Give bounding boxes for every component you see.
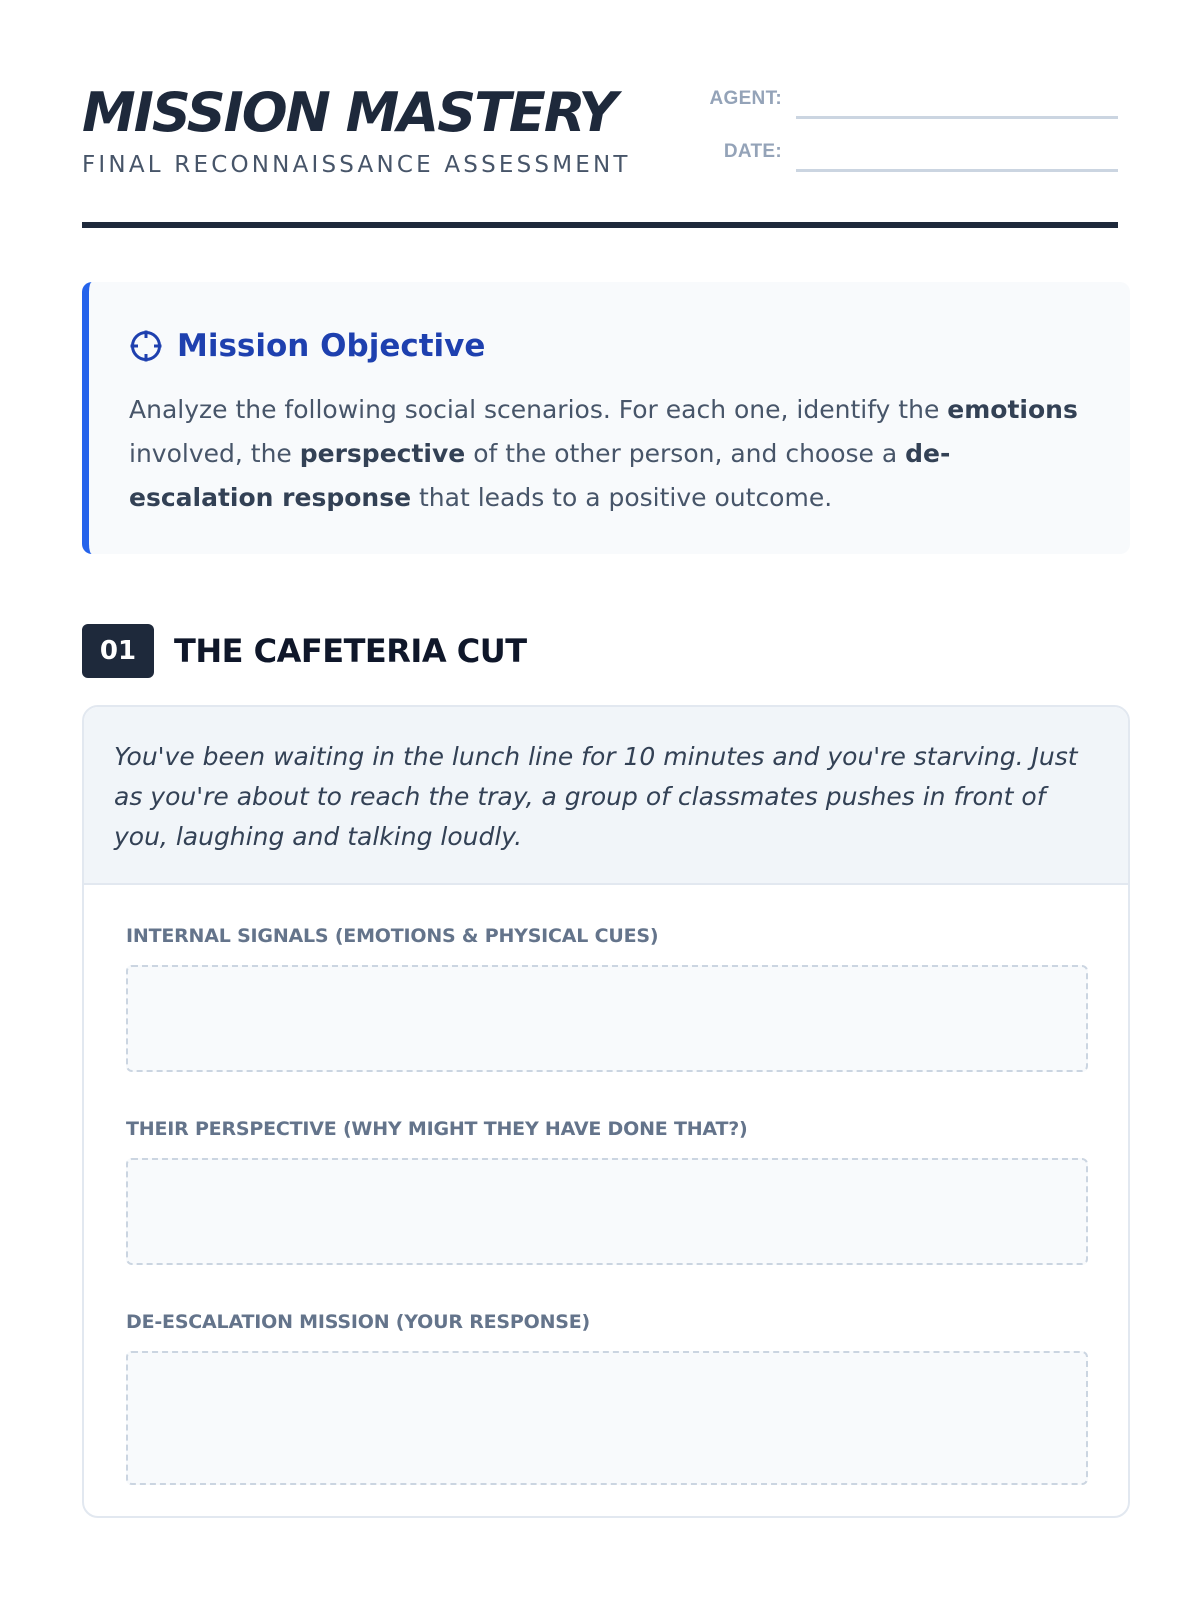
scenario-questions [84,885,1128,1485]
header [82,0,1118,228]
question-label-de-escalation: DE-ESCALATION MISSION (YOUR RESPONSE) [126,1311,591,1333]
mission-objective-box [82,282,1130,554]
answer-box-de-escalation[interactable] [126,1351,1088,1485]
keyword-de-escalation: de-escalation response [129,439,951,512]
date-label: DATE: [723,141,782,162]
objective-heading [129,326,1086,366]
date-field [698,137,1118,177]
keyword-emotions: emotions [947,395,1078,424]
objective-text: Analyze the following social scenarios. For each one, identify the emotions involved, the perspective of the other person, and choose a de-escalation response that leads to a positive outcome. [129,395,1078,512]
agent-input-line[interactable] [796,116,1118,119]
page-title: MISSION MASTERY [82,81,616,144]
scenario-heading [82,624,527,678]
question-label-internal-signals: INTERNAL SIGNALS (EMOTIONS & PHYSICAL CUES) [126,925,659,947]
scenario-title: THE CAFETERIA CUT [174,632,527,670]
scenario-story: You've been waiting in the lunch line for 10 minutes and you're starving. Just as you're about to reach the tray, a group of classmates pushes in front of you, laughing and talking loudly. [84,707,1128,885]
agent-field [698,84,1118,124]
date-input-line[interactable] [796,169,1118,172]
answer-box-their-perspective[interactable] [126,1158,1088,1265]
objective-title: Mission Objective [177,328,486,364]
answer-box-internal-signals[interactable] [126,965,1088,1072]
crosshair-icon [129,329,163,363]
scenario-card [82,705,1130,1518]
keyword-perspective: perspective [299,439,466,468]
question-label-their-perspective: THEIR PERSPECTIVE (WHY MIGHT THEY HAVE DONE THAT?) [126,1118,748,1140]
agent-label: AGENT: [709,88,782,109]
header-divider [82,222,1118,228]
page-subtitle: FINAL RECONNAISSANCE ASSESSMENT [82,152,631,178]
scenario-number-badge: 01 [82,624,154,678]
